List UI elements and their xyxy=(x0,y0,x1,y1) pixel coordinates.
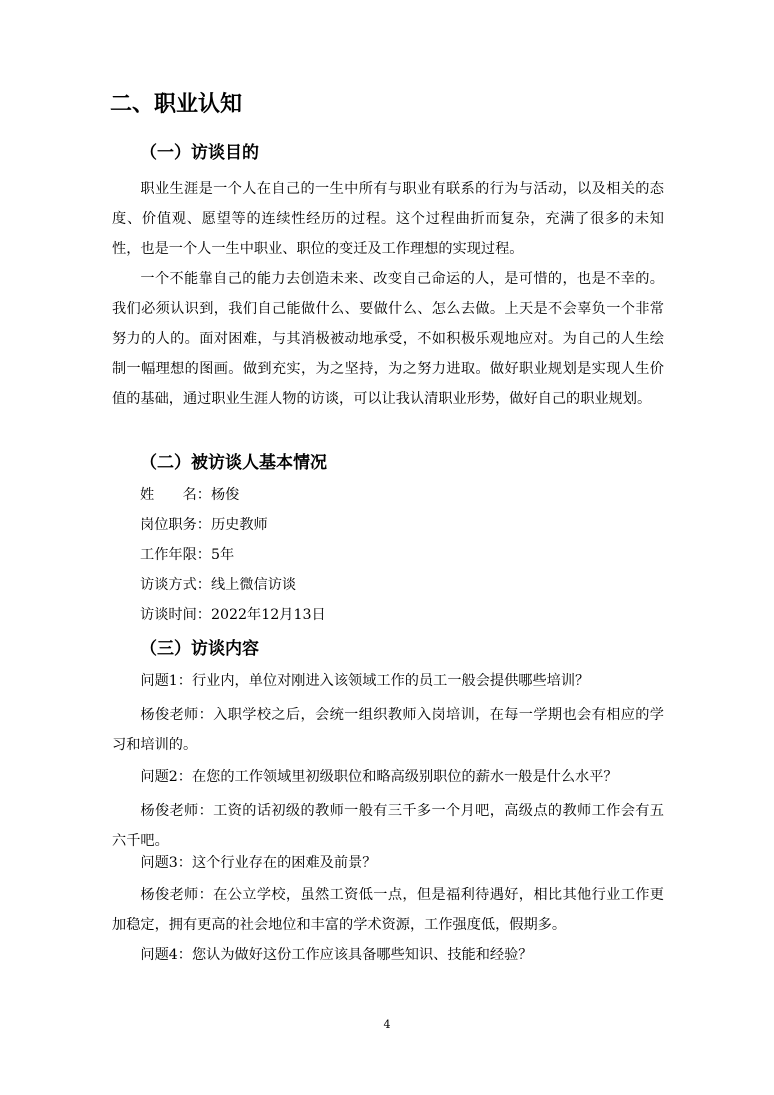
purpose-paragraph-1: 职业生涯是一个人在自己的一生中所有与职业有联系的行为与活动，以及相关的态度、价值观、愿望等的连续性经历的过程。这个过程曲折而复杂，充满了很多的未知性，也是一个人一生中职业、职位的变迁及工作理想的实现过程。 xyxy=(112,181,664,257)
question-2: 问题2：在您的工作领域里初级职位和略高级别职位的薪水一般是什么水平？ xyxy=(140,769,618,785)
section-title: 二、职业认知 xyxy=(110,92,243,117)
interviewee-heading: （二）被访谈人基本情况 xyxy=(140,453,327,473)
interviewee-position-row xyxy=(140,510,268,540)
purpose-paragraph-2: 一个不能靠自己的能力去创造未来、改变自己命运的人，是可惜的，也是不幸的。我们必须认识到，我们自己能做什么、要做什么、怎么去做。上天是不会辜负一个非常努力的人的。面对困难，与其消极被动地承受，不如积极乐观地应对。为自己的人生绘制一幅理想的图画。做到充实，为之坚持，为之努力进取。做好职业规划是实现人生价值的基础，通过职业生涯人物的访谈，可以让我认清职业形势，做好自己的职业规划。 xyxy=(112,271,664,407)
method-value: 线上微信访谈 xyxy=(210,577,297,593)
answer-3: 杨俊老师：在公立学校，虽然工资低一点，但是福利待遇好，相比其他行业工作更加稳定，拥有更高的社会地位和丰富的学术资源，工作强度低，假期多。 xyxy=(112,887,664,933)
interviewee-method-row xyxy=(140,570,296,600)
interviewee-name-row xyxy=(140,480,239,510)
interviewee-time-row xyxy=(140,600,326,630)
question-1: 问题1：行业内，单位对刚进入该领域工作的员工一般会提供哪些培训？ xyxy=(140,673,590,689)
answer-2: 杨俊老师：工资的话初级的教师一般有三千多一个月吧，高级点的教师工作会有五六千吧。 xyxy=(112,803,664,849)
name-label: 姓 名： xyxy=(140,487,211,503)
content-heading: （三）访谈内容 xyxy=(140,639,259,659)
method-label: 访谈方式： xyxy=(140,577,211,593)
answer-1: 杨俊老师：入职学校之后，会统一组织教师入岗培训，在每一学期也会有相应的学习和培训的。 xyxy=(112,707,664,753)
page-number: 4 xyxy=(383,1018,391,1031)
position-value: 历史教师 xyxy=(210,517,268,533)
purpose-heading: （一）访谈目的 xyxy=(140,143,259,163)
time-value: 2022年12月13日 xyxy=(210,607,326,623)
years-label: 工作年限： xyxy=(140,547,211,563)
question-4: 问题4：您认为做好这份工作应该具备哪些知识、技能和经验？ xyxy=(140,947,533,963)
position-label: 岗位职务： xyxy=(140,517,211,533)
years-value: 5年 xyxy=(210,547,235,563)
question-3: 问题3：这个行业存在的困难及前景？ xyxy=(140,855,377,871)
name-value: 杨俊 xyxy=(210,487,240,503)
interviewee-years-row xyxy=(140,540,234,570)
time-label: 访谈时间： xyxy=(140,607,211,623)
